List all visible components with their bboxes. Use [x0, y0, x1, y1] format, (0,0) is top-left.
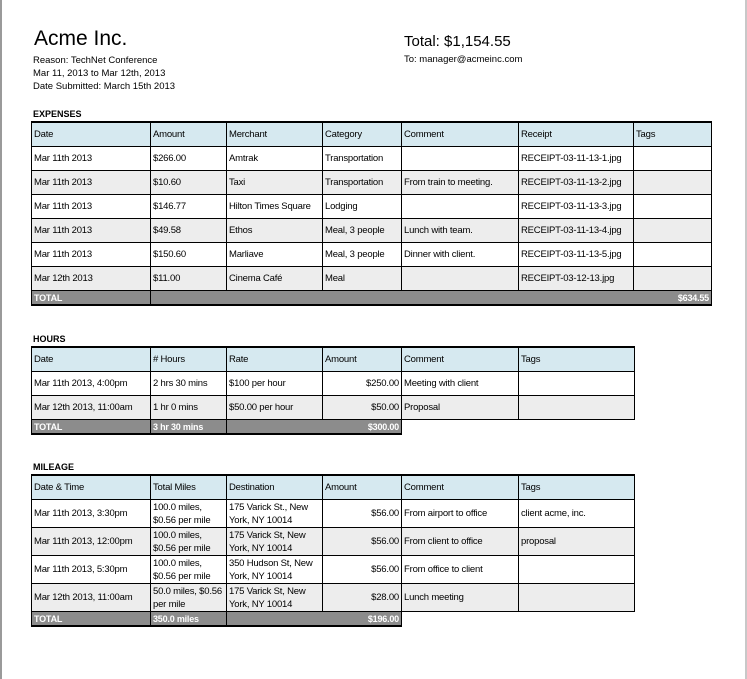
table-cell: RECEIPT-03-12-13.jpg	[519, 267, 634, 291]
column-header: Tags	[519, 475, 635, 500]
total-row	[32, 612, 635, 627]
table-row	[32, 267, 712, 291]
table-cell: Mar 11th 2013	[32, 147, 151, 171]
mileage-table	[31, 474, 635, 627]
table-cell: Amtrak	[227, 147, 323, 171]
expenses-table	[31, 121, 712, 306]
table-row	[32, 171, 712, 195]
company-name: Acme Inc.	[34, 27, 128, 50]
total-miles: 350.0 miles	[151, 612, 227, 627]
grand-total: Total: $1,154.55	[404, 33, 511, 50]
table-cell: From client to office	[402, 528, 519, 556]
total-hours: 3 hr 30 mins	[151, 420, 227, 435]
table-cell: Ethos	[227, 219, 323, 243]
recipient: To: manager@acmeinc.com	[404, 54, 523, 65]
column-header: Merchant	[227, 122, 323, 147]
date-range: Mar 11, 2013 to Mar 12th, 2013	[33, 68, 166, 79]
column-header: Amount	[151, 122, 227, 147]
date-submitted: Date Submitted: March 15th 2013	[33, 81, 176, 92]
table-cell: 100.0 miles, $0.56 per mile	[151, 556, 227, 584]
column-header: Destination	[227, 475, 323, 500]
table-cell: From office to client	[402, 556, 519, 584]
column-header: Tags	[519, 347, 635, 372]
table-cell: $100 per hour	[227, 372, 323, 396]
table-cell: 1 hr 0 mins	[151, 396, 227, 420]
table-cell	[634, 267, 712, 291]
table-cell: 350 Hudson St, New York, NY 10014	[227, 556, 323, 584]
table-cell: Mar 11th 2013, 3:30pm	[32, 500, 151, 528]
table-cell: From train to meeting.	[402, 171, 519, 195]
table-row	[32, 243, 712, 267]
table-cell: $56.00	[323, 500, 402, 528]
column-header: Tags	[634, 122, 712, 147]
table-cell: Mar 11th 2013	[32, 171, 151, 195]
table-cell: RECEIPT-03-11-13-5.jpg	[519, 243, 634, 267]
table-cell: 100.0 miles, $0.56 per mile	[151, 500, 227, 528]
table-cell: RECEIPT-03-11-13-1.jpg	[519, 147, 634, 171]
table-cell	[634, 243, 712, 267]
column-header: Comment	[402, 475, 519, 500]
column-header: Comment	[402, 122, 519, 147]
column-header: Amount	[323, 475, 402, 500]
table-cell: Mar 11th 2013	[32, 243, 151, 267]
table-cell: $28.00	[323, 584, 402, 612]
column-header: # Hours	[151, 347, 227, 372]
table-cell: Transportation	[323, 171, 402, 195]
table-cell: Meeting with client	[402, 372, 519, 396]
table-cell: $11.00	[151, 267, 227, 291]
table-row	[32, 556, 635, 584]
table-cell: Mar 12th 2013, 11:00am	[32, 584, 151, 612]
table-cell	[634, 147, 712, 171]
table-cell: Dinner with client.	[402, 243, 519, 267]
table-cell: Lunch with team.	[402, 219, 519, 243]
column-header: Total Miles	[151, 475, 227, 500]
total-amount: $196.00	[227, 612, 402, 627]
table-cell: 175 Varick St, New York, NY 10014	[227, 528, 323, 556]
table-cell: 50.0 miles, $0.56 per mile	[151, 584, 227, 612]
mileage-title: MILEAGE	[33, 462, 75, 472]
table-cell: Hilton Times Square	[227, 195, 323, 219]
blank	[402, 420, 635, 435]
table-cell: RECEIPT-03-11-13-4.jpg	[519, 219, 634, 243]
expenses-title: EXPENSES	[33, 109, 82, 119]
hours-table	[31, 346, 635, 435]
table-cell: Mar 11th 2013, 4:00pm	[32, 372, 151, 396]
table-row	[32, 372, 635, 396]
table-cell: RECEIPT-03-11-13-2.jpg	[519, 171, 634, 195]
table-cell: 2 hrs 30 mins	[151, 372, 227, 396]
column-header: Amount	[323, 347, 402, 372]
table-cell: 175 Varick St, New York, NY 10014	[227, 584, 323, 612]
table-cell: 100.0 miles, $0.56 per mile	[151, 528, 227, 556]
reason: Reason: TechNet Conference	[33, 55, 158, 66]
table-cell: $250.00	[323, 372, 402, 396]
column-header: Date	[32, 347, 151, 372]
table-row	[32, 147, 712, 171]
table-cell	[634, 195, 712, 219]
table-cell: Lodging	[323, 195, 402, 219]
table-cell: $56.00	[323, 528, 402, 556]
table-cell: Meal, 3 people	[323, 219, 402, 243]
total-label: TOTAL	[32, 291, 151, 306]
table-cell: Mar 12th 2013, 11:00am	[32, 396, 151, 420]
table-cell: $50.00	[323, 396, 402, 420]
table-cell: Mar 11th 2013, 5:30pm	[32, 556, 151, 584]
report-meta	[33, 54, 175, 93]
table-row	[32, 500, 635, 528]
hours-title: HOURS	[33, 334, 66, 344]
table-cell: Transportation	[323, 147, 402, 171]
total-label: TOTAL	[32, 420, 151, 435]
table-cell: client acme, inc.	[519, 500, 635, 528]
table-cell: 175 Varick St., New York, NY 10014	[227, 500, 323, 528]
column-header: Comment	[402, 347, 519, 372]
total-amount: $634.55	[151, 291, 712, 306]
table-cell: $49.58	[151, 219, 227, 243]
table-row	[32, 528, 635, 556]
table-cell: Mar 11th 2013, 12:00pm	[32, 528, 151, 556]
table-cell	[634, 171, 712, 195]
column-header: Category	[323, 122, 402, 147]
table-cell	[402, 147, 519, 171]
blank	[402, 612, 635, 627]
total-amount: $300.00	[227, 420, 402, 435]
table-row	[32, 195, 712, 219]
table-cell: $56.00	[323, 556, 402, 584]
table-cell: Mar 12th 2013	[32, 267, 151, 291]
table-cell: Meal, 3 people	[323, 243, 402, 267]
table-cell: Taxi	[227, 171, 323, 195]
table-cell: Marliave	[227, 243, 323, 267]
table-cell: Proposal	[402, 396, 519, 420]
table-row	[32, 396, 635, 420]
total-row	[32, 420, 635, 435]
table-row	[32, 219, 712, 243]
table-row	[32, 584, 635, 612]
table-cell: Mar 11th 2013	[32, 219, 151, 243]
table-cell	[519, 584, 635, 612]
table-cell: From airport to office	[402, 500, 519, 528]
table-cell: Meal	[323, 267, 402, 291]
total-label: TOTAL	[32, 612, 151, 627]
table-cell: Mar 11th 2013	[32, 195, 151, 219]
table-cell: proposal	[519, 528, 635, 556]
table-cell: $10.60	[151, 171, 227, 195]
table-cell: $146.77	[151, 195, 227, 219]
table-cell	[634, 219, 712, 243]
table-cell: $266.00	[151, 147, 227, 171]
column-header: Rate	[227, 347, 323, 372]
table-cell	[519, 556, 635, 584]
table-cell: $50.00 per hour	[227, 396, 323, 420]
table-cell: Cinema Café	[227, 267, 323, 291]
table-cell: Lunch meeting	[402, 584, 519, 612]
total-row	[32, 291, 712, 306]
table-cell	[519, 396, 635, 420]
table-cell: $150.60	[151, 243, 227, 267]
page-edge-left	[0, 0, 2, 679]
table-cell	[519, 372, 635, 396]
column-header: Date & Time	[32, 475, 151, 500]
table-cell	[402, 195, 519, 219]
table-cell	[402, 267, 519, 291]
column-header: Receipt	[519, 122, 634, 147]
column-header: Date	[32, 122, 151, 147]
table-cell: RECEIPT-03-11-13-3.jpg	[519, 195, 634, 219]
